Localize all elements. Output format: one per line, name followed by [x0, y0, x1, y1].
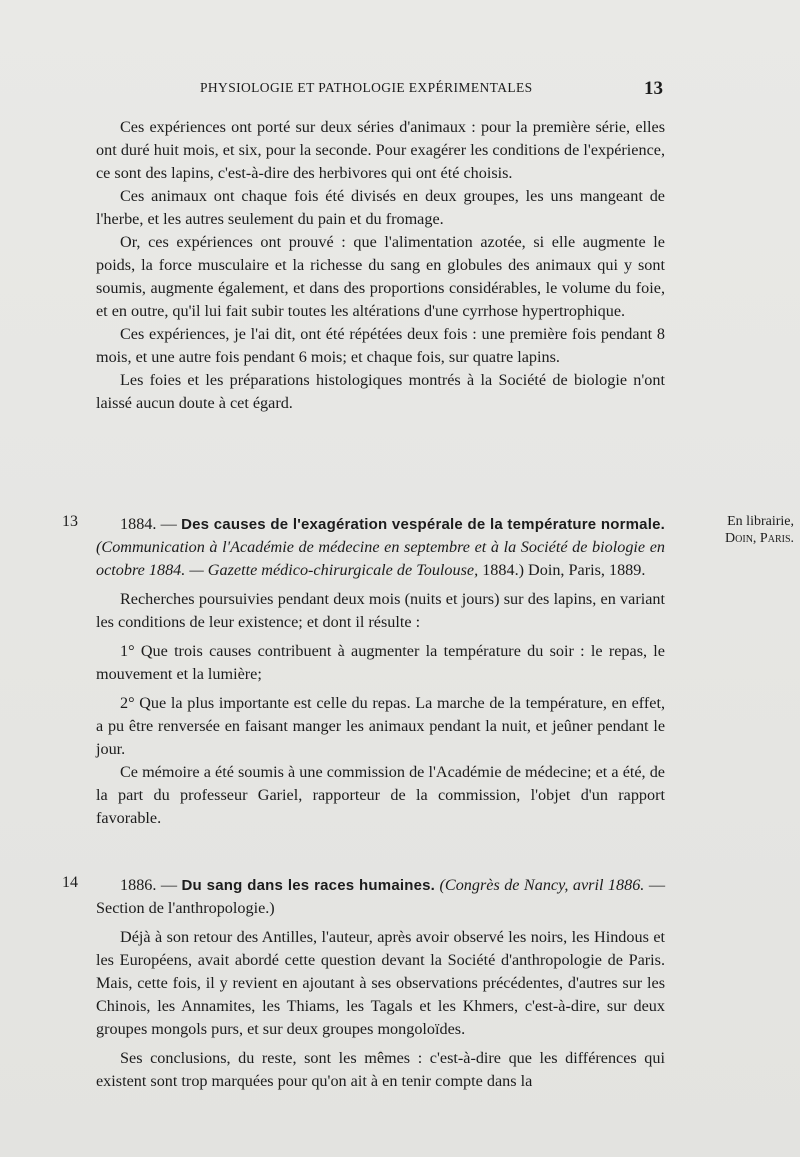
entry-title: Des causes de l'exagération vespérale de la température normale.	[181, 516, 665, 533]
entry-heading	[96, 513, 665, 582]
entry-citation-section: — Section de l'anthropologie.)	[96, 876, 665, 917]
entry-number: 13	[62, 513, 78, 530]
running-head: PHYSIOLOGIE ET PATHOLOGIE EXPÉRIMENTALES	[200, 80, 533, 95]
paragraph: Ces expériences ont porté sur deux séries d'animaux : pour la première série, elles ont duré huit mois, et six, pour la seconde. Pour exagérer les conditions de l'expérience, ce sont des lapins, c'est-à-dire des herbivores qui ont été choisis.	[96, 118, 665, 182]
paragraph: 2° Que la plus importante est celle du repas. La marche de la température, en effet, a pu être renversée en faisant manger les animaux pendant la nuit, et jeûner pendant le jour.	[96, 694, 665, 758]
entry-heading	[96, 874, 665, 920]
entry-citation: (Communication à l'Académie de médecine en septembre et à la Société de biologie en octobre 1884. — Gazette médico-chirurgicale de Toulouse,	[96, 538, 665, 579]
paragraph: Ses conclusions, du reste, sont les mêmes : c'est-à-dire que les différences qui existent sont trop marquées pour qu'on ait à en tenir compte dans la	[96, 1049, 665, 1090]
paragraph: Ce mémoire a été soumis à une commission de l'Académie de médecine; et a été, de la part du professeur Gariel, rapporteur de la commission, l'objet d'un rapport favorable.	[96, 763, 665, 827]
entry-title: Du sang dans les races humaines.	[181, 877, 436, 894]
entry-year: 1886. —	[120, 876, 178, 894]
entry-number: 14	[62, 874, 78, 891]
paragraph: 1° Que trois causes contribuent à augmenter la température du soir : le repas, le mouvement et la lumière;	[96, 642, 665, 683]
continuation-section	[96, 116, 665, 415]
margin-note-line: Doin, Paris.	[725, 531, 794, 546]
paragraph: Ces animaux ont chaque fois été divisés en deux groupes, les uns mangeant de l'herbe, et les autres seulement du pain et du fromage.	[96, 187, 665, 228]
entry-13	[96, 513, 665, 830]
paragraph: Ces expériences, je l'ai dit, ont été répétées deux fois : une première fois pendant 8 mois, et une autre fois pendant 6 mois; et chaque fois, sur quatre lapins.	[96, 325, 665, 366]
paragraph: Les foies et les préparations histologiques montrés à la Société de biologie n'ont laissé aucun doute à cet égard.	[96, 371, 665, 412]
paragraph: Recherches poursuivies pendant deux mois (nuits et jours) sur des lapins, en variant les conditions de leur existence; et dont il résulte :	[96, 590, 665, 631]
entry-year: 1884. —	[120, 515, 177, 533]
paragraph: Or, ces expériences ont prouvé : que l'alimentation azotée, si elle augmente le poids, la force musculaire et la richesse du sang en globules des animaux qui y sont soumis, augmente également, et dans des proportions considérables, le volume du foie, et en outre, qu'il lui fait subir toutes les altérations d'une cyrrhose hypertrophique.	[96, 233, 665, 320]
margin-note	[700, 513, 794, 547]
entry-citation: (Congrès de Nancy, avril 1886.	[439, 876, 645, 894]
entry-14	[96, 874, 665, 1093]
entry-citation-publisher: 1884.) Doin, Paris, 1889.	[482, 561, 646, 579]
page-number: 13	[644, 78, 663, 99]
paragraph: Déjà à son retour des Antilles, l'auteur, après avoir observé les noirs, les Hindous et les Européens, avait abordé cette question devant la Société d'anthropologie de Paris. Mais, cette fois, il y revient en ajoutant à ses observations précédentes, d'autres sur les Chinois, les Annamites, les Thiams, les Tagals et les Khmers, c'est-à-dire, sur deux groupes mongols purs, et sur deux groupes mongoloïdes.	[96, 928, 665, 1038]
margin-note-line: En librairie,	[727, 514, 794, 529]
